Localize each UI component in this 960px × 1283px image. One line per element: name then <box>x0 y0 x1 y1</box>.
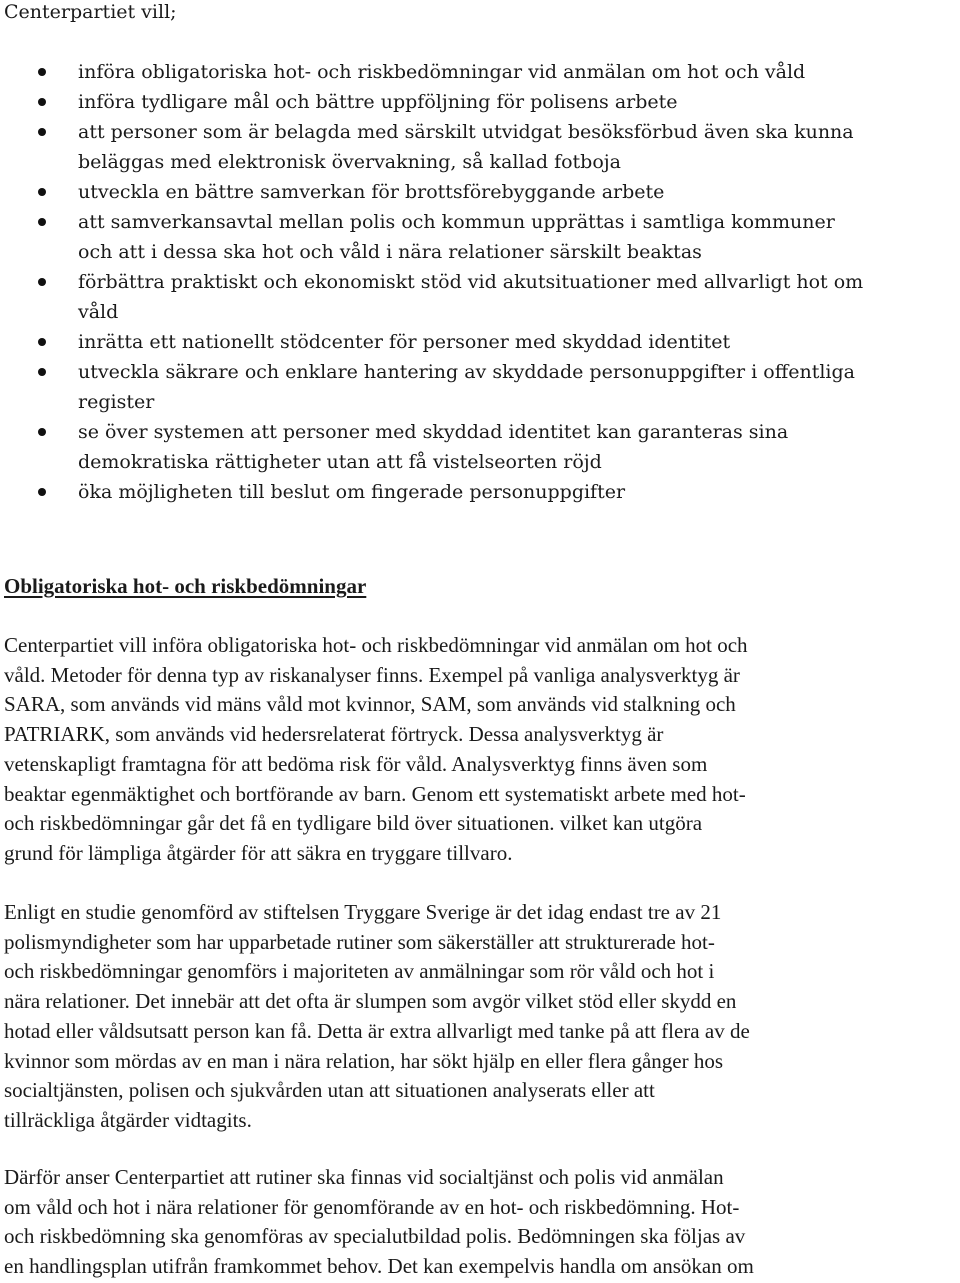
bullet-dot-icon <box>38 338 46 346</box>
paragraph: Enligt en studie genomförd av stiftelsen Tryggare Sverige är det idag endast tre av 21 polismyndigheter som har upparbetade rutiner som säkerställer att strukturerade hot- och riskbedömningar genomförs i majoriteten av anmälningar som rör våld och hot i nära relationer. Det innebär att det ofta är slumpen som avgör vilket stöd eller skydd en hotad eller våldsutsatt person kan få. Detta är extra allvarligt med tanke på att flera av de kvinnor som mördas av en man i nära relation, har sökt hjälp en eller flera gånger hos socialtjänsten, polisen och sjukvården utan att situationen analyserats eller att tillräckliga åtgärder vidtagits. <box>4 900 750 1132</box>
intro-text: Centerpartiet vill; <box>4 1 177 23</box>
paragraph: Centerpartiet vill införa obligatoriska hot- och riskbedömningar vid anmälan om hot och våld. Metoder för denna typ av riskanalyser finns. Exempel på vanliga analysverktyg är SARA, som används vid mäns våld mot kvinnor, SAM, som används vid stalkning och PATRIARK, som används vid hedersrelaterat förtryck. Dessa analysverktyg är vetenskapligt framtagna för att bedöma risk för våld. Analysverktyg finns även som beaktar egenmäktighet och bortförande av barn. Genom ett systematiskt arbete med hot- och riskbedömningar går det få en tydligare bild över situationen. vilket kan utgöra grund för lämpliga åtgärder för att säkra en tryggare tillvaro. <box>4 633 748 865</box>
bullet-item: utveckla en bättre samverkan för brottsförebyggande arbete <box>0 177 960 207</box>
bullet-item: att personer som är belagda med särskilt utvidgat besöksförbud även ska kunna beläggas med elektronisk övervakning, så kallad fotboja <box>0 117 960 177</box>
bullet-dot-icon <box>38 428 46 436</box>
bullet-list <box>0 57 960 507</box>
bullet-dot-icon <box>38 488 46 496</box>
bullet-dot-icon <box>38 68 46 76</box>
paragraph: Därför anser Centerpartiet att rutiner ska finnas vid socialtjänst och polis vid anmälan om våld och hot i nära relationer för genomförande av en hot- och riskbedömning. Hot- och riskbedömning ska genomföras av specialutbildad polis. Bedömningen ska följas av en handlingsplan utifrån framkommet behov. Det kan exempelvis handla om ansökan om <box>4 1165 754 1279</box>
bullet-item: öka möjligheten till beslut om fingerade personuppgifter <box>0 477 960 507</box>
bullet-item: inrätta ett nationellt stödcenter för personer med skyddad identitet <box>0 327 960 357</box>
bullet-item: förbättra praktiskt och ekonomiskt stöd vid akutsituationer med allvarligt hot om våld <box>0 267 960 327</box>
bullet-dot-icon <box>38 278 46 286</box>
bullet-dot-icon <box>38 218 46 226</box>
bullet-dot-icon <box>38 128 46 136</box>
bullet-dot-icon <box>38 188 46 196</box>
bullet-item: införa tydligare mål och bättre uppföljning för polisens arbete <box>0 87 960 117</box>
bullet-item: införa obligatoriska hot- och riskbedömningar vid anmälan om hot och våld <box>0 57 960 87</box>
bullet-item: utveckla säkrare och enklare hantering av skyddade personuppgifter i offentliga register <box>0 357 960 417</box>
bullet-dot-icon <box>38 368 46 376</box>
bullet-item: att samverkansavtal mellan polis och kommun upprättas i samtliga kommuner och att i dessa ska hot och våld i nära relationer särskilt beaktas <box>0 207 960 267</box>
bullet-dot-icon <box>38 98 46 106</box>
section-heading: Obligatoriska hot- och riskbedömningar <box>4 574 367 598</box>
bullet-item: se över systemen att personer med skyddad identitet kan garanteras sina demokratiska rättigheter utan att få vistelseorten röjd <box>0 417 960 477</box>
